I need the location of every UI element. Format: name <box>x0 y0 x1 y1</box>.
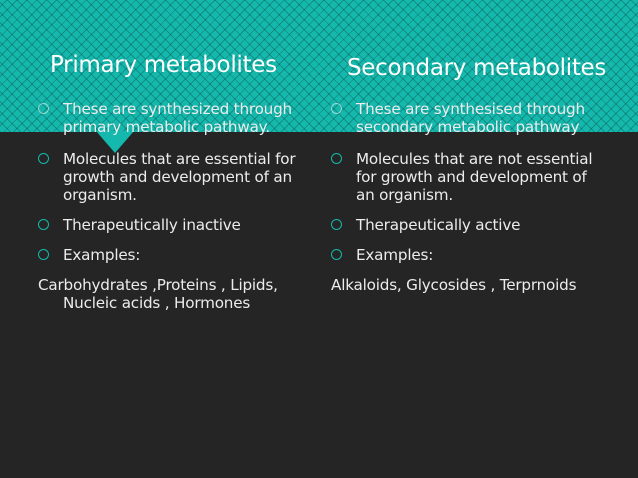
secondary-metabolites-title: Secondary metabolites <box>347 55 607 81</box>
bullet-item <box>331 216 599 234</box>
bullet-circle-icon <box>38 249 49 260</box>
bullet-text: Molecules that are essential for growth and development of an organism. <box>63 150 296 204</box>
bullet-item <box>38 246 298 264</box>
bullet-item <box>331 100 599 136</box>
bullet-text: Examples: <box>356 246 434 264</box>
bullet-item <box>331 150 599 204</box>
bullet-text: These are synthesised through secondary metabolic pathway <box>356 100 585 136</box>
examples-text: Alkaloids, Glycosides , Terprnoids <box>331 276 577 294</box>
bullet-item <box>38 216 298 234</box>
bullet-text: Examples: <box>63 246 141 264</box>
bullet-text: Molecules that are not essential for growth and development of an organism. <box>356 150 593 204</box>
secondary-column <box>331 100 599 294</box>
bullet-item <box>331 246 599 264</box>
bullet-circle-icon <box>38 103 49 114</box>
primary-column <box>38 100 298 312</box>
bullet-text: These are synthesized through primary metabolic pathway. <box>63 100 292 136</box>
bullet-item <box>38 100 298 136</box>
bullet-circle-icon <box>38 219 49 230</box>
bullet-circle-icon <box>331 103 342 114</box>
bullet-circle-icon <box>38 153 49 164</box>
bullet-text: Therapeutically inactive <box>63 216 241 234</box>
bullet-text: Therapeutically active <box>356 216 521 234</box>
bullet-circle-icon <box>331 219 342 230</box>
bullet-item <box>38 150 298 204</box>
bullet-circle-icon <box>331 249 342 260</box>
primary-metabolites-title: Primary metabolites <box>50 52 277 78</box>
bullet-circle-icon <box>331 153 342 164</box>
examples-text: Carbohydrates ,Proteins , Lipids, Nucleic acids , Hormones <box>38 276 278 312</box>
